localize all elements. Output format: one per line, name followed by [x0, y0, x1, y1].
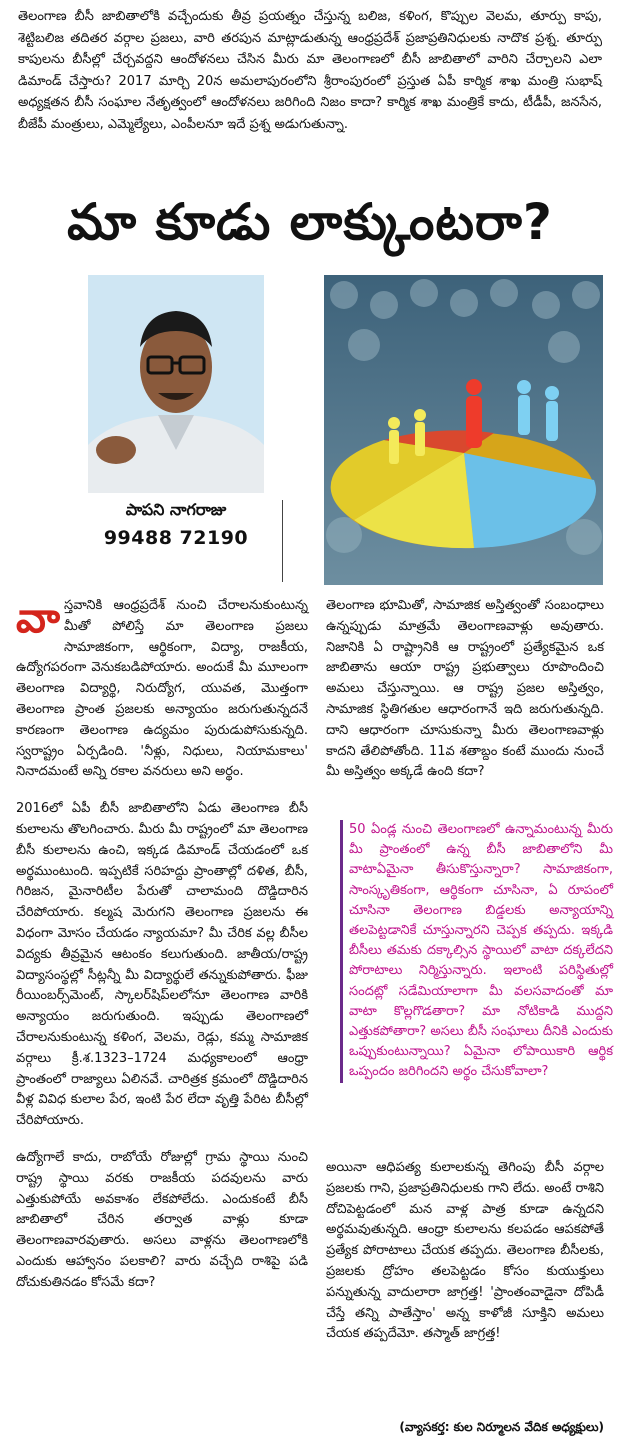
- headline: మా కూడు లాక్కుంటరా?: [67, 193, 553, 251]
- author-photo: [88, 275, 264, 493]
- illustration-pie-people: [324, 275, 603, 585]
- right-paragraph-2: అయినా ఆధిపత్య కులాలకున్న తెగింపు బీసీ వర్గాల ప్రజలకు గాని, ప్రజాప్రతినిధులకు గాని లేదు. అంటే రాశిని దోచిపెట్టడంలో మన వాళ్ల పాత్ర కూడా ఉన్నదని అర్థమవుతున్నది. ఆంధ్రా కులాలను కలపడం ఆపకపోతే ప్రత్యేక పోరాటాలు చేయక తప్పదు. తెలంగాణ బీసీలకు, ప్రజలకు ద్రోహం తలపెట్టడం కోసం కుయుక్తులు పన్నుతున్న వాదులారా జాగ్రత్త! 'ప్రాంతంవాడైనా దోపిడీ చేస్తే తన్ని పాతేస్తాం' అన్న కాళోజీ సూక్తిని అమలు చేయక తప్పదేమో. తస్మాత్ జాగ్రత్త!: [326, 1160, 604, 1342]
- left-paragraph-2: 2016లో ఏపీ బీసీ జాబితాలోని ఏడు తెలంగాణ బీసీ కులాలను తొలగించారు. మీరు మీ రాష్ట్రంలో మా తెలంగాణ బీసీ కులాలను ఉంచి, ఇక్కడ డిమాండ్ చేయడంలో ఒక అర్థముంటుంది. ఇప్పటికే సరిహద్దు ప్రాంతాల్లో దళిత, బీసీ, గిరిజన, మైనారిటీల పేరుతో చాలామంది దొడ్డిదారిన చేరిపోయారు. కల్మష మెరుగని తెలంగాణ ప్రజలను ఈ విధంగా మోసం చేయడం న్యాయమా? మీ చేరిక వల్ల బీసీల విద్యకు తీవ్రమైన ఆటంకం కలుగుతుంది. జాతీయ/రాష్ట్ర విద్యాసంస్థల్లో సీట్లన్నీ మీ విద్యార్థులే తన్నుకుపోతారు. ఫీజు రీయింబర్స్‌మెంట్, స్కాలర్‌షిప్‌లలోనూ తెలంగాణ వారికి అన్యాయం జరుగుతుంది. ఇప్పుడు తెలంగాణలో చేరాలనుకుంటున్న కళింగ, వెలమ, రెడ్లు, కమ్మ సామాజిక వర్గాలు క్రీ.శ.1323–1724 మధ్యకాలంలో ఆంధ్రా ప్రాంతంలో రాజ్యాలు ఏలినవే. చారిత్రక క్రమంలో దొడ్డిదారిన వీళ్ల వివిధ కులాల పేర, ఇంటి పేర లేదా వృత్తి పేరిట బీసీల్లో చేరిపోయారు.: [16, 801, 308, 1129]
- author-note: (వ్యాసకర్త: కుల నిర్మూలన వేదిక అధ్యక్షులు): [399, 1420, 604, 1434]
- left-paragraph-1: [16, 593, 308, 783]
- author-name: పాపని నాగరాజు: [125, 500, 227, 519]
- left-paragraph-3: ఉద్యోగాలే కాదు, రాబోయే రోజుల్లో గ్రామ స్థాయి నుంచి రాష్ట్ర స్థాయి వరకు రాజకీయ పదవులను వారు ఎత్తుకుపోయే అవకాశం లేకపోలేదు. ఎందుకంటే బీసీ జాబితాలో చేరిన తర్వాత వాళ్లు కూడా తెలంగాణవారవుతారు. అసలు వాళ్లను తెలంగాణలోకి ఎందుకు ఆహ్వానం పలకాలి? వారు వచ్చేది రాశిపై పడి దోచుకుతినడం కోసమే కదా?: [16, 1149, 308, 1290]
- left-paragraph-1-text: స్తవానికి ఆంధ్రప్రదేశ్ నుంచి చేరాలనుకుంటున్న మీతో పోలిస్తే మా తెలంగాణ ప్రజలు సామాజికంగా, ఆర్థికంగా, విద్యా, రాజకీయ, ఉద్యోగపరంగా వెనుకబడిపోయారు. అందుకే మీ మూలంగా తెలంగాణ విద్యార్థి, నిరుద్యోగ, యువత, మొత్తంగా తెలంగాణ ప్రాంత ప్రజలకు అన్యాయం జరుగుతున్నదనే కారణంగా తెలంగాణ ఉద్యమం పురుడుపోసుకున్నది. స్వరాష్ట్రం ఏర్పడింది. 'నీళ్లు, నిధులు, నియామకాలు' నినాదమంటే అన్ని రకాల వనరులు అని అర్థం.: [16, 598, 308, 780]
- pull-quote: 50 ఏండ్ల నుంచి తెలంగాణలో ఉన్నామంటున్న మీరు మీ ప్రాంతంలో ఉన్న బీసీ జాబితాలోని మీ వాటాఏమైనా తీసుకొస్తున్నారా? సామాజికంగా, సాంస్కృతికంగా, ఆర్థికంగా చూసినా, ఏ రూపంలో చూసినా తెలంగాణ బిడ్డలకు అన్యాయాన్ని తలపెట్టడానికే చూస్తున్నారని చెప్పక తప్పదు. ఇక్కడి బీసీలు తమకు దక్కాల్సిన స్థాయిలో వాటా దక్కలేదని పోరాటాలు నిర్మిస్తున్నారు. ఇలాంటి పరిస్థితుల్లో సందట్లో సడేమియాలాగా మీ వలసవాదంతో మా వాటా కొల్లగొడతారా? మా నోటికాడి ముద్దని ఎత్తుకపోతారా? అసలు బీసీ సంఘాలు దీనికి ఎందుకు ఒప్పుకుంటున్నాయి? ఏమైనా లోపాయికారి ఆర్థిక ఒప్పందం జరిగిందని అర్థం చేసుకోవాలా?: [340, 820, 613, 1083]
- author-phone: 99488 72190: [103, 527, 249, 549]
- byline-divider: [282, 500, 283, 582]
- right-paragraph-1: తెలంగాణ భూమితో, సామాజిక అస్తిత్వంతో సంబంధాలు ఉన్నప్పుడు మాత్రమే తెలంగాణవాళ్లు అవుతారు. నిజానికి ఏ రాష్ట్రానికి ఆ రాష్ట్రంలో ప్రత్యేకమైన ఒక జాబితాను ఆయా రాష్ట్ర ప్రభుత్వాలు రూపొందించి అమలు చేస్తున్నాయి. ఆ రాష్ట్ర ప్రజల అస్తిత్వం, సామాజిక స్థితిగతుల ఆధారంగానే ఇది జరుగుతున్నది. దాని ఆధారంగా చూసుకున్నా మీరు తెలంగాణవాళ్లు కాదని తేలిపోతోంది. 11వ శతాబ్దం కంటే ముందు నుంచే మీ అస్తిత్వం అక్కడే ఉంది కదా?: [326, 598, 604, 780]
- left-column: [16, 593, 308, 1310]
- right-column-top: [326, 596, 604, 799]
- drop-cap: వా: [16, 593, 61, 642]
- intro-paragraph: తెలంగాణ బీసీ జాబితాలోకి వచ్చేందుకు తీవ్ర ప్రయత్నం చేస్తున్న బలిజ, కళింగ, కొప్పుల వెలమ, తూర్పు కాపు, శెట్టిబలిజ తదితర వర్గాల ప్రజలు, వారి తరపున మాట్లాడుతున్న ఆంధ్రప్రదేశ్ ప్రజాప్రతినిధులకు నాదొక ప్రశ్న. తూర్పు కాపులను బీసీల్లో చేర్చవద్దని ఆందోళనలు చేసిన మీరు మా తెలంగాణలో బీసీ జాబితాలో వారిని చేర్చాలని ఎలా డిమాండ్ చేస్తారు? 2017 మార్చి 20న అమలాపురంలోని శ్రీరాంపురంలో ప్రస్తుత ఏపీ కార్మిక శాఖ మంత్రి సుభాష్ అధ్యక్షతన బీసీ సంఘాల నేతృత్వంలో ఆందోళనలు జరిగింది నిజం కాదా? కార్మిక శాఖ మంత్రికే కాదు, టీడీపీ, జనసేన, బీజేపీ మంత్రులు, ఎమ్మెల్యేలు, ఎంపీలనూ ఇదే ప్రశ్న అడుగుతున్నా.: [18, 9, 602, 132]
- right-column-bottom: [326, 1158, 604, 1361]
